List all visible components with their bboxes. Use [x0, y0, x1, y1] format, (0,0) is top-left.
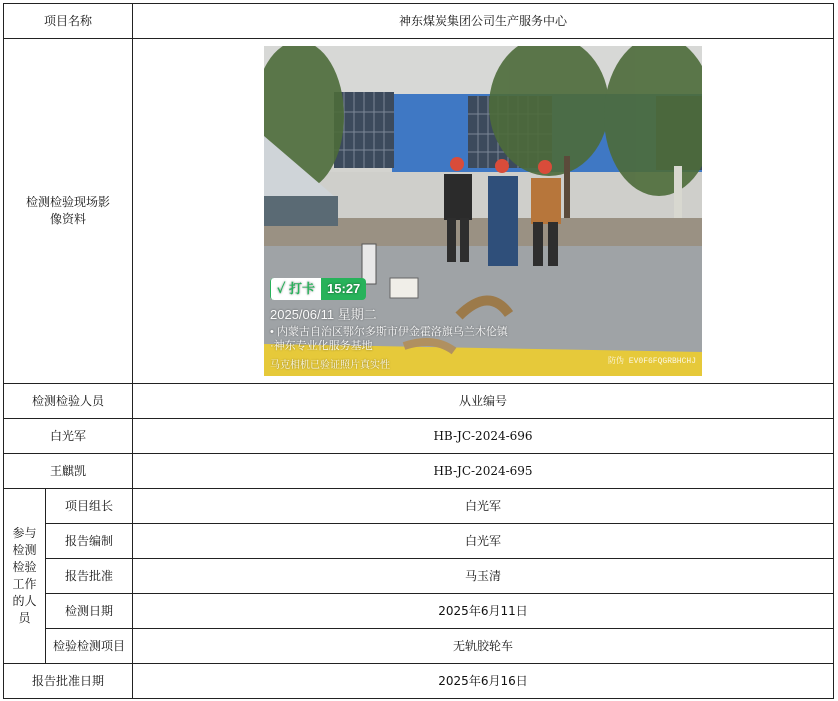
role-value: 2025年6月11日	[133, 594, 834, 629]
project-name-value: 神东煤炭集团公司生产服务中心	[133, 4, 834, 39]
role-value: 白光军	[133, 524, 834, 559]
row-photo	[4, 39, 834, 384]
check-in-label: ✓ 打卡	[270, 278, 321, 300]
role-label: 检测日期	[46, 594, 133, 629]
row-role	[4, 524, 834, 559]
check-in-time: 15:27	[321, 278, 366, 300]
report-table	[3, 3, 834, 699]
row-role	[4, 594, 834, 629]
role-label: 检验检测项目	[46, 629, 133, 664]
row-inspector	[4, 454, 834, 489]
site-photo	[264, 46, 702, 376]
photo-cell	[133, 39, 834, 384]
role-label: 项目组长	[46, 489, 133, 524]
row-role	[4, 489, 834, 524]
inspector-name: 白光军	[4, 419, 133, 454]
role-value: 无轨胶轮车	[133, 629, 834, 664]
watermark-verification: 马克相机已验证照片真实性	[270, 360, 391, 371]
participants-label	[4, 489, 46, 664]
row-personnel-header	[4, 384, 834, 419]
role-value: 白光军	[133, 489, 834, 524]
project-name-label: 项目名称	[4, 4, 133, 39]
watermark-code: 防伪 EV0F6FQGRBHCHJ	[608, 357, 697, 366]
inspector-cert: HB-JC-2024-695	[133, 454, 834, 489]
row-project-name	[4, 4, 834, 39]
watermark-date: 2025/06/11 星期二	[270, 307, 377, 322]
check-in-text: 打卡	[289, 281, 316, 296]
personnel-label: 检测检验人员	[4, 384, 133, 419]
approval-date-label: 报告批准日期	[4, 664, 133, 699]
photo-label-text: 检测检验现场影像资料	[26, 195, 111, 226]
participants-label-text: 参与检测检验工作的人员	[12, 526, 37, 625]
role-value: 马玉清	[133, 559, 834, 594]
inspector-name: 王麒凯	[4, 454, 133, 489]
row-role	[4, 559, 834, 594]
inspector-cert: HB-JC-2024-696	[133, 419, 834, 454]
row-approval-date	[4, 664, 834, 699]
watermark-address: • 内蒙古自治区鄂尔多斯市伊金霍洛旗乌兰木伦镇·神东专业化服务基地	[270, 326, 508, 352]
role-label: 报告批准	[46, 559, 133, 594]
approval-date-value: 2025年6月16日	[133, 664, 834, 699]
row-role	[4, 629, 834, 664]
check-in-badge	[270, 278, 366, 300]
cert-label: 从业编号	[133, 384, 834, 419]
photo-label	[4, 39, 133, 384]
role-label: 报告编制	[46, 524, 133, 559]
row-inspector	[4, 419, 834, 454]
photo-watermark	[270, 278, 510, 374]
